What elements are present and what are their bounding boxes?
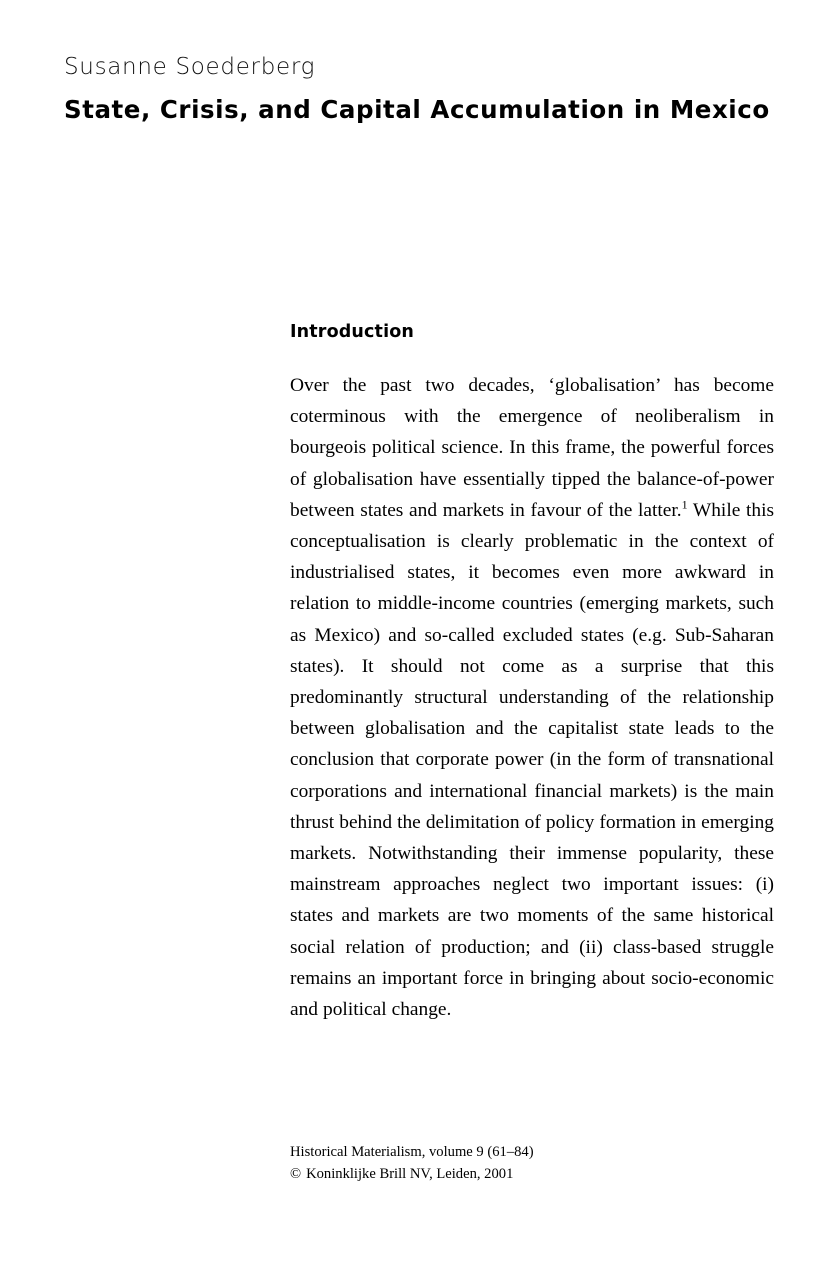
- footnote-reference-marker[interactable]: 1: [681, 497, 688, 512]
- article-title: State, Crisis, and Capital Accumulation in Mexico: [64, 95, 770, 124]
- introduction-paragraph: [290, 370, 774, 1025]
- section-heading-introduction: Introduction: [290, 322, 414, 342]
- journal-imprint: [290, 1142, 774, 1185]
- journal-citation-line: Historical Materialism, volume 9 (61–84): [290, 1144, 534, 1160]
- author-name: Susanne Soederberg: [64, 54, 316, 80]
- paragraph-text-before-footnote: Over the past two decades, ‘globalisation’ has become coterminous with the emergence of neoliberalism in bourgeois political science. In this frame, the powerful forces of globalisation have essentially tipped the balance-of-power between states and markets in favour of the latter.: [290, 375, 774, 521]
- article-masthead: [64, 52, 784, 143]
- body-text-column: [290, 320, 774, 1025]
- paragraph-text-after-footnote: While this conceptualisation is clearly problematic in the context of industrialised states, it becomes even more awkward in relation to middle-income countries (emerging markets, such as Mexico) and so-called excluded states (e.g. Sub-Saharan states). It should not come as a surprise that this predominantly structural understanding of the relationship between globalisation and the capitalist state leads to the conclusion that corporate power (in the form of transnational corporations and international financial markets) is the main thrust behind the delimitation of policy formation in emerging markets. Notwithstanding their immense popularity, these mainstream approaches neglect two important issues: (i) states and markets are two moments of the same historical social relation of production; and (ii) class-based struggle remains an important force in bringing about socio-economic and political change.: [290, 499, 774, 1021]
- copyright-line: [290, 1164, 774, 1186]
- copyright-icon: ©: [290, 1165, 302, 1182]
- copyright-holder-text: Koninklijke Brill NV, Leiden, 2001: [306, 1165, 514, 1182]
